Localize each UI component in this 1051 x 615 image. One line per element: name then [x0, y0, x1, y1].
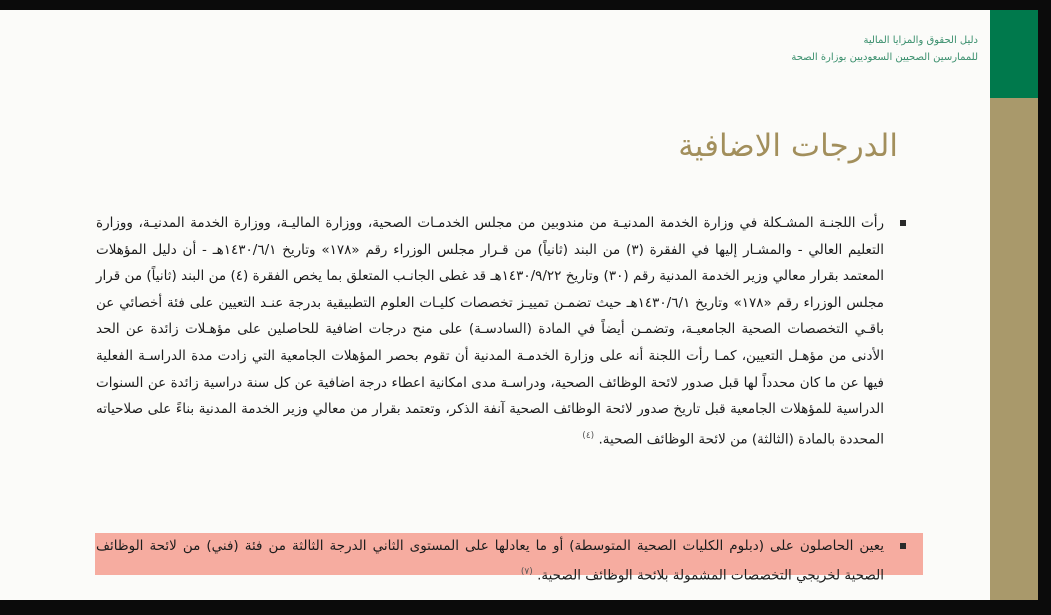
footnote-ref-2: (٧) — [520, 567, 533, 577]
paragraph-1 — [96, 210, 906, 453]
document-header — [618, 32, 978, 66]
side-accent-khaki — [990, 98, 1038, 600]
screen-frame-bottom — [0, 600, 1051, 615]
side-accent-green — [990, 10, 1038, 98]
main-content — [96, 210, 906, 453]
paragraph-2-text: يعين الحاصلون على (دبلوم الكليات الصحية المتوسطة) أو ما يعادلها على المستوى الثاني الدرجة الثالثة من فئة (فني) من لائحة الوظائف الصحية لخريجي التخصصات المشمولة بلائحة الوظائف الصحية. — [96, 538, 884, 584]
paragraph-1-text: رأت اللجنـة المشـكلة في وزارة الخدمة المدنيـة من مندوبين من مجلس الخدمـات الصحية، ووزارة الماليـة، ووزارة الخدمة المدنيـة، ووزارة التعليم العالي - والمشـار إليها في الفقرة (٣) من البند (ثانياً) من قـرار مجلس الوزراء رقم «١٧٨» وتاريخ ١٤٣٠/٦/١هـ - أن دليل المؤهلات المعتمد بقرار معالي وزير الخدمة المدنية رقم (٣٠) وتاريخ ١٤٣٠/٩/٢٢هـ قد غطى الجانـب المتعلق بما يخص الفقرة (٤) من البند (ثانياً) من قرار مجلس الوزراء رقم «١٧٨» وتاريخ ١٤٣٠/٦/١هـ حيث تضمـن تمييـز تخصصات كليـات العلوم التطبيقية بدرجة عنـد التعيين على فئة أخصائي عن باقـي التخصصات الصحية الجامعيـة، وتضمـن أيضاً في المادة (السادسـة) على منح درجات اضافية للحاصلين على مؤهـلات زائدة عن الحد الأدنى من مؤهـل التعيين، كمـا رأت اللجنة أنه على وزارة الخدمـة المدنية أن تقوم بحصر المؤهلات الجامعية التي زادت مدة الدراسـة الفعلية فيها عن ما كان محدداً لها قبل صدور لائحة الوظائف الصحية، ودراسـة مدى امكانية اعطاء درجة اضافية عن كل سنة دراسية زائدة عن السنوات الدراسية للمؤهلات الجامعية قبل تاريخ صدور لائحة الوظائف الصحية آنفة الذكر، وتعتمد بقرار من معالي وزير الخدمة المدنية بناءً على صلاحياته المحددة بالمادة (الثالثة) من لائحة الوظائف الصحية. — [96, 215, 885, 448]
screen-frame-right — [1038, 0, 1051, 615]
page-title: الدرجات الاضافية — [678, 128, 898, 164]
header-line-2: للممارسين الصحيين السعوديين بوزارة الصحة — [791, 52, 978, 63]
screen-frame-top — [0, 0, 1051, 10]
header-line-1: دليل الحقوق والمزايا المالية — [863, 35, 978, 46]
footnote-ref-1: (٤) — [582, 430, 595, 441]
bullet-icon — [900, 543, 906, 549]
bullet-icon — [900, 220, 906, 226]
document-slide — [0, 10, 1038, 600]
main-content-2 — [96, 533, 906, 589]
paragraph-2 — [96, 533, 906, 589]
